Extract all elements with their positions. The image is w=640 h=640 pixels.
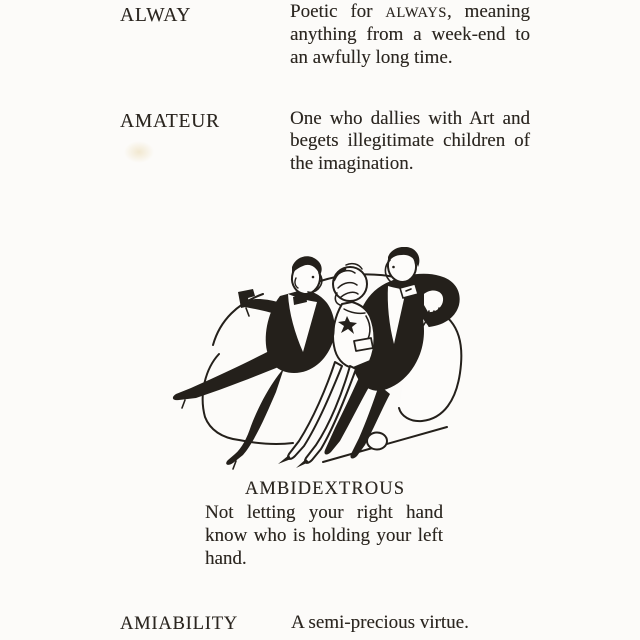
- smallcaps-word: ALWAYS: [385, 5, 447, 21]
- definition-line: One who dallies with Art and: [290, 108, 530, 129]
- definition-line: A semi-precious virtue.: [291, 612, 469, 633]
- definition-line: hand.: [205, 548, 247, 569]
- entry-definition-ambidextrous: [205, 501, 443, 570]
- definition-text: Poetic for: [290, 1, 386, 22]
- entry-definition-amiability: [291, 612, 531, 634]
- definition-line: know who is holding your left: [205, 525, 443, 546]
- page-stain: [124, 141, 154, 163]
- entry-term-alway: ALWAY: [120, 5, 192, 26]
- sofa-illustration: [163, 247, 485, 472]
- entry-term-amiability: AMIABILITY: [120, 614, 238, 634]
- definition-line: an awfully long time.: [290, 46, 453, 68]
- definition-line: anything from a week-end to: [290, 24, 530, 46]
- definition-line: Not letting your right hand: [205, 502, 443, 523]
- definition-line: [290, 1, 530, 24]
- entry-term-ambidextrous: AMBIDEXTROUS: [244, 479, 406, 499]
- entry-definition-alway: [290, 1, 530, 69]
- entry-term-amateur: AMATEUR: [120, 111, 220, 132]
- definition-text: , meaning: [446, 1, 530, 22]
- entry-definition-amateur: [290, 108, 530, 175]
- definition-line: the imagination.: [290, 152, 414, 174]
- definition-line: begets illegitimate children of: [290, 130, 530, 152]
